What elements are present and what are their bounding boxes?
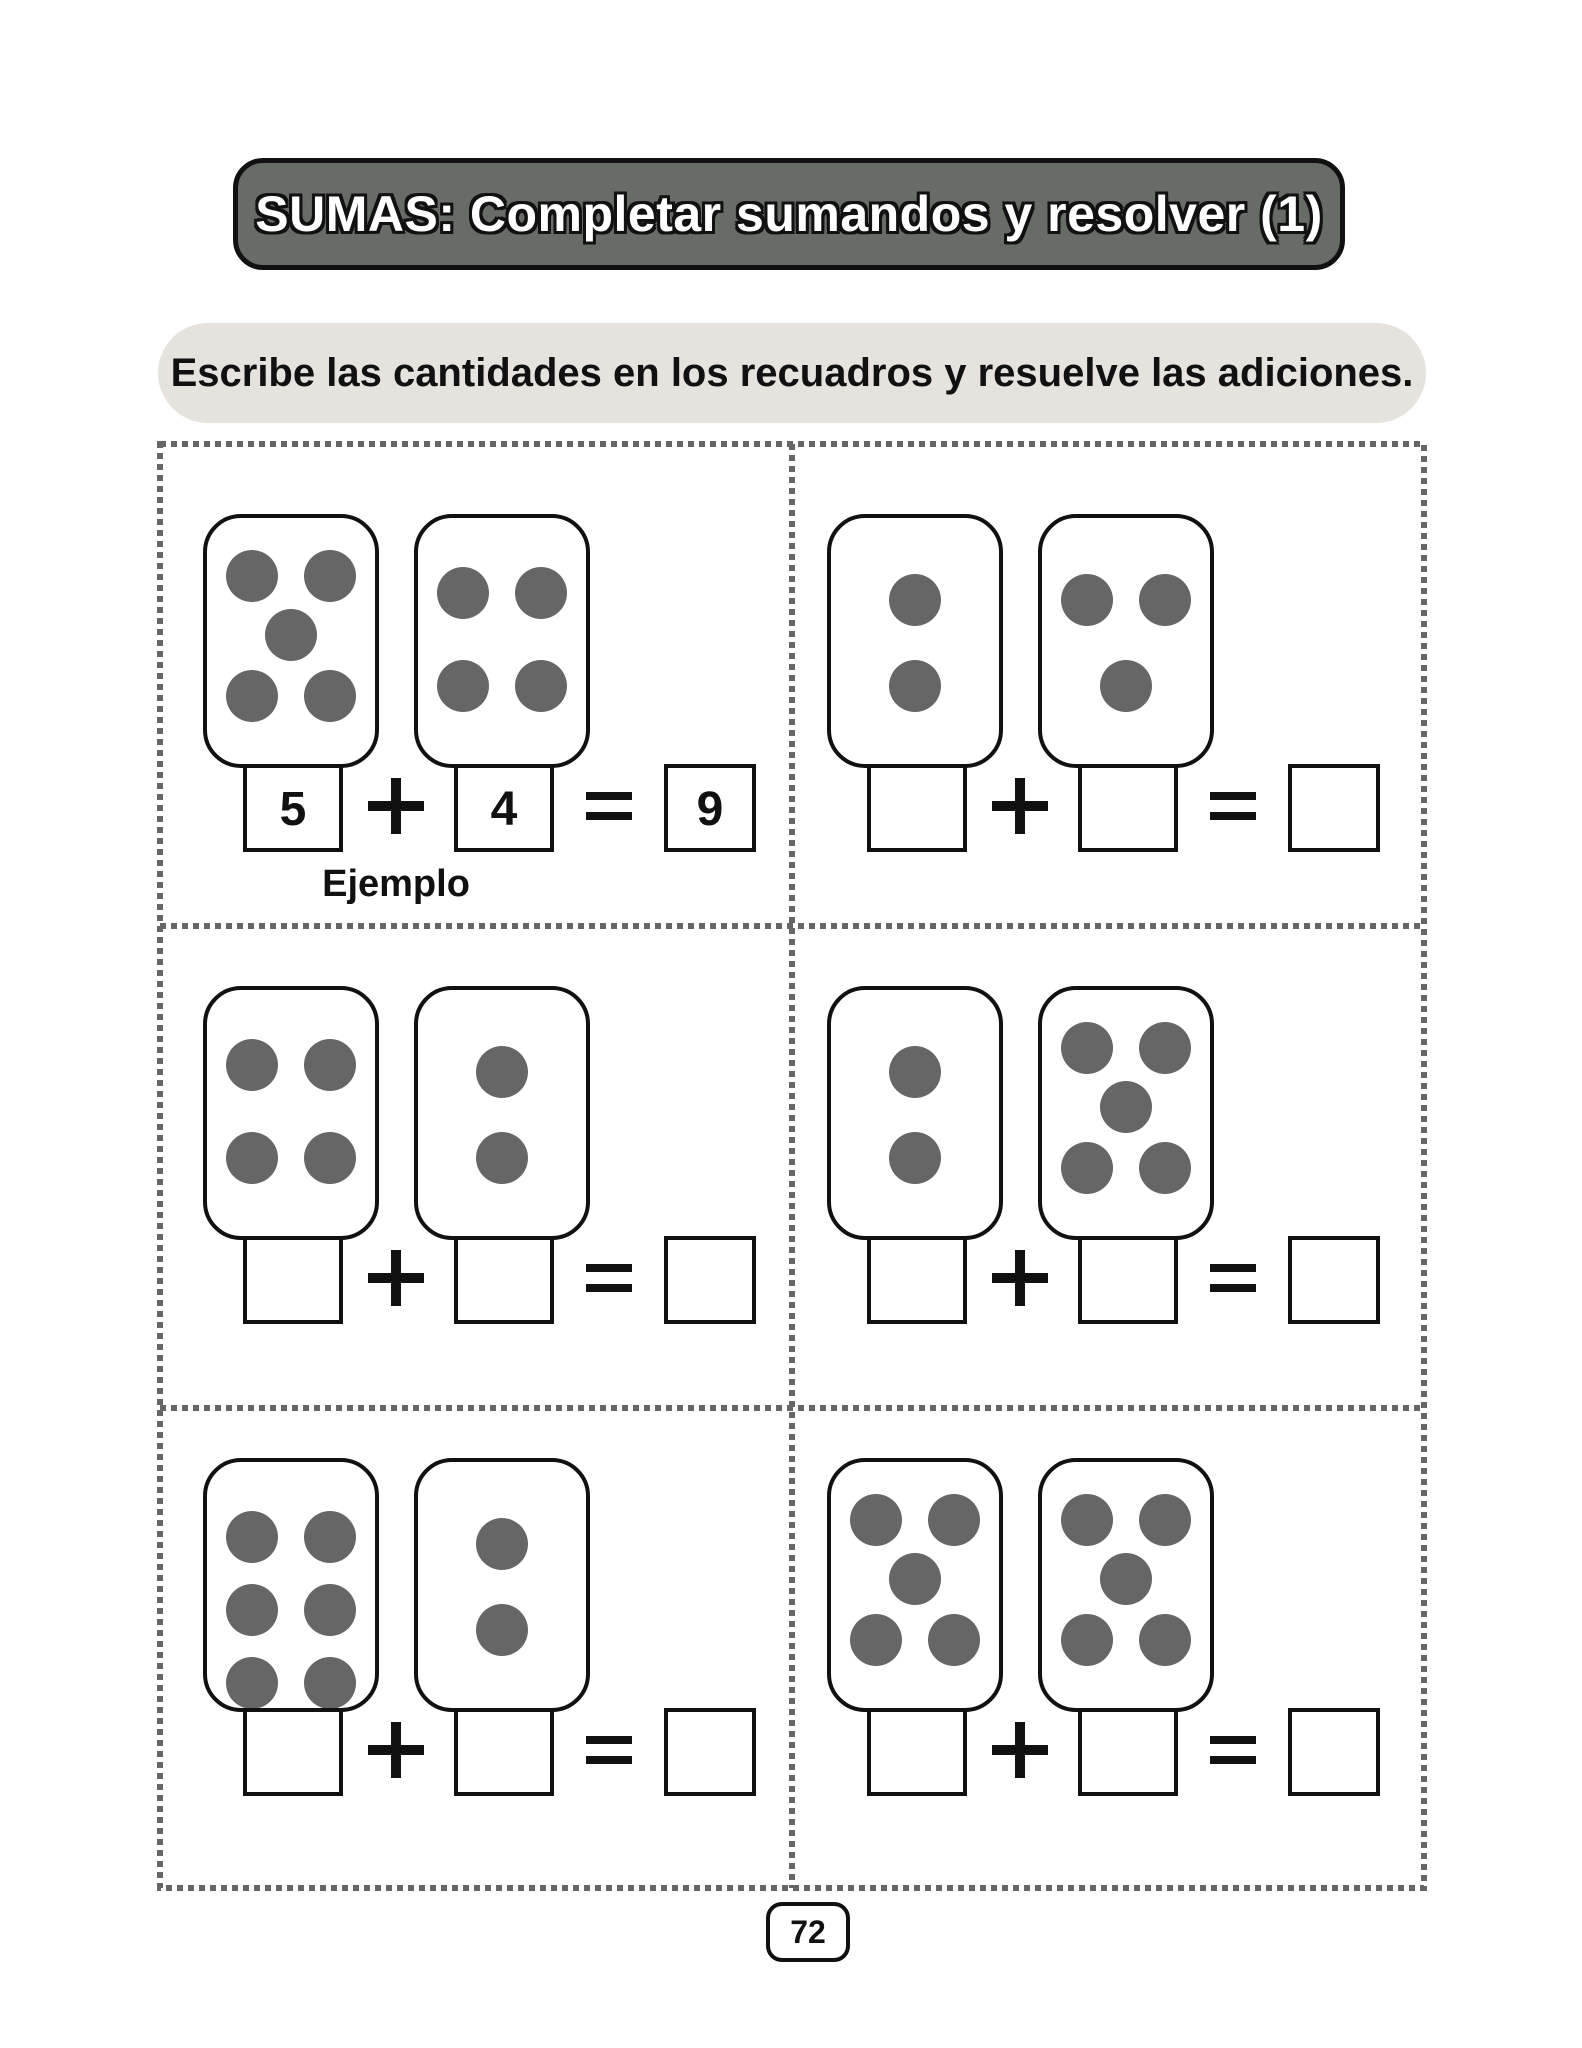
page-title: SUMAS: Completar sumandos y resolver (1) — [255, 186, 1323, 242]
dot — [1061, 574, 1113, 626]
addend-box-value: 4 — [490, 783, 518, 836]
dot — [304, 1132, 356, 1184]
dot — [476, 1046, 528, 1098]
dot — [304, 1039, 356, 1091]
dot — [304, 1657, 356, 1709]
plus-sign — [1015, 778, 1025, 834]
addend-box — [869, 1710, 965, 1794]
sum-box-value: 9 — [696, 783, 724, 836]
dot — [889, 1553, 941, 1605]
equals-sign — [586, 812, 632, 820]
addend-box — [1080, 1238, 1176, 1322]
equals-sign — [586, 1284, 632, 1292]
equals-sign — [586, 792, 632, 800]
addend-box — [245, 1238, 341, 1322]
instruction-text: Escribe las cantidades en los recuadros y resuelve las adiciones. — [170, 350, 1414, 395]
sum-box — [1290, 1238, 1378, 1322]
dot — [515, 660, 567, 712]
dot — [889, 574, 941, 626]
dot — [304, 550, 356, 602]
dot-card — [416, 516, 588, 766]
addend-box — [245, 1710, 341, 1794]
dot — [1139, 574, 1191, 626]
dot-card — [829, 516, 1001, 766]
example-label: Ejemplo — [322, 863, 470, 905]
equals-sign — [586, 1736, 632, 1744]
dot — [1139, 1614, 1191, 1666]
dot — [889, 1132, 941, 1184]
dot-card — [829, 988, 1001, 1238]
dot — [304, 670, 356, 722]
sum-box — [666, 1238, 754, 1322]
dot — [1139, 1022, 1191, 1074]
plus-sign — [391, 1722, 401, 1778]
dot — [850, 1614, 902, 1666]
addend-box — [869, 1238, 965, 1322]
equals-sign — [586, 1264, 632, 1272]
plus-sign — [391, 1250, 401, 1306]
dot — [226, 550, 278, 602]
dot-card — [416, 988, 588, 1238]
dot — [265, 609, 317, 661]
dot — [226, 1584, 278, 1636]
addend-box — [1080, 766, 1176, 850]
dot — [1139, 1142, 1191, 1194]
equals-sign — [1210, 1756, 1256, 1764]
dot — [476, 1132, 528, 1184]
dot — [850, 1494, 902, 1546]
plus-sign — [391, 778, 401, 834]
addend-box-value: 5 — [279, 783, 307, 836]
dot — [437, 660, 489, 712]
equals-sign — [1210, 1284, 1256, 1292]
dot — [226, 1657, 278, 1709]
dot — [1139, 1494, 1191, 1546]
equals-sign — [1210, 812, 1256, 820]
dot — [1061, 1142, 1113, 1194]
dot-card — [1040, 516, 1212, 766]
dot — [1100, 1081, 1152, 1133]
page-number: 72 — [766, 1902, 850, 1962]
dot-card — [205, 988, 377, 1238]
dot — [1100, 1553, 1152, 1605]
dot — [304, 1511, 356, 1563]
equals-sign — [586, 1756, 632, 1764]
dot-card — [416, 1460, 588, 1710]
plus-sign — [1015, 1722, 1025, 1778]
dot — [928, 1614, 980, 1666]
sum-box — [1290, 1710, 1378, 1794]
dot — [1061, 1022, 1113, 1074]
dot — [928, 1494, 980, 1546]
addend-box — [869, 766, 965, 850]
dot — [226, 1511, 278, 1563]
addend-box — [456, 1238, 552, 1322]
dot — [515, 567, 567, 619]
dot — [1061, 1494, 1113, 1546]
dot — [437, 567, 489, 619]
addend-box — [456, 1710, 552, 1794]
dot — [889, 660, 941, 712]
dot — [889, 1046, 941, 1098]
sum-box — [666, 1710, 754, 1794]
dot — [226, 1039, 278, 1091]
dot — [476, 1518, 528, 1570]
sum-box — [1290, 766, 1378, 850]
dot — [1061, 1614, 1113, 1666]
equals-sign — [1210, 1736, 1256, 1744]
dot — [226, 1132, 278, 1184]
addend-box — [1080, 1710, 1176, 1794]
equals-sign — [1210, 1264, 1256, 1272]
dot — [476, 1604, 528, 1656]
dot — [226, 670, 278, 722]
plus-sign — [1015, 1250, 1025, 1306]
equals-sign — [1210, 792, 1256, 800]
dot — [1100, 660, 1152, 712]
dot — [304, 1584, 356, 1636]
